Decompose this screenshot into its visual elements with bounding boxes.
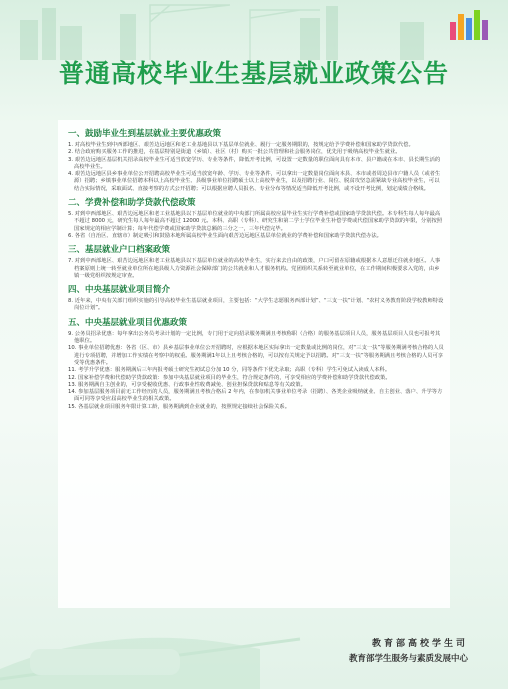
policy-item: 11. 考学升学优惠：服务期满后三年内报考硕士研究生初试总分加 10 分，同等条件下优先录取；高职（专科）学生可免试入读成人本科。 [68,367,391,374]
issuer-line-1: 教育部高校学生司 [371,639,468,649]
policy-item: 3. 艰苦边远地区基层机关招录高校毕业生可适当放宽学历、专业等条件，降低开考比例，可设置一定数量的职位面向具有本市、县户籍或在本市、县长期生活的高校毕业生。 [68,156,441,170]
policy-content [68,124,444,411]
section-heading: 五、中央基层就业项目优惠政策 [68,317,188,328]
section-heading: 四、中央基层就业项目简介 [68,285,171,296]
page-title: 普通高校毕业生基层就业政策公告 [58,59,449,88]
policy-item: 4. 艰苦边远地区县乡事业单位公开招聘高校毕业生可适当放宽年龄、学历、专业等条件，可以拿出一定数量岗位面向本县、本市或者周边县市户籍人员（或者生源）招聘；乡镇事业单位招聘本科以上高校毕业生、县级事业单位招聘硕士以上高校毕业生，以及招聘行业、岗位、脱贫攻坚急需紧缺专业高校毕业生，可以结合实际情况，采取面试、直接考察的方式公开招聘；可以根据应聘人员报名、专业分布等情况适当降低开考比例，或不设开考比例，划定成绩合格线。 [68,171,441,192]
policy-item: 6. 各省（自治区、直辖市）制定吸引和鼓励本地所属高校毕业生面向艰苦边远地区基层单位就业的学费补偿和国家助学贷款代偿办法。 [68,232,382,239]
section-2 [68,198,444,240]
section-heading: 一、鼓励毕业生到基层就业主要优惠政策 [68,129,222,139]
policy-item: 13. 服务期满自主创业的，可享受税收优惠、行政事业性收费减免、创业担保贷款和贴息等有关政策。 [68,381,306,388]
section-heading: 二、学费补偿和助学贷款代偿政策 [68,198,196,209]
policy-item: 7. 对到中西部地区、艰苦边远地区和老工业基地县以下基层单位就业的高校毕业生，实行来去自由的政策，户口可留在原籍或根据本人意愿迁往就业地区。人事档案原则上统一转至就业单位所在地县级人力资源社会保障部门的公共就业和人才服务机构。党团组织关系转至就业单位，在工作期间积极要求入党的，由乡镇一级党组织按规定审查。 [68,258,441,279]
policy-item: 15. 各基层就业项目服务年限计算工龄，服务期满到企业就业的，按照规定接续社会保险关系。 [68,403,290,410]
policy-item: 8. 近年来，中央有关部门组织实施的引导高校毕业生基层就业项目，主要包括：“大学生志愿服务西部计划”、“三支一扶”计划、“农村义务教育阶段学校教师特设岗位计划”。 [68,298,444,312]
issuer-block [349,636,468,664]
logo-icon [448,8,492,42]
policy-item: 14. 参加基层服务项目前无工作经历的人员，服务期满且考核合格后 2 年内，在参加机关事业单位考录（招聘）、各类企业吸纳就业、自主创业、落户、升学等方面可同等享受应届高校毕业生的相关政策。 [68,389,443,403]
train-decoration [0,579,508,689]
policy-item: 1. 对高校毕业生到中西部地区、艰苦边远地区和老工业基地县以下基层单位就业、履行一定服务期限的，按规定给予学费补偿和国家助学贷款代偿。 [68,142,414,148]
section-5 [68,318,444,411]
policy-item: 5. 对到中西部地区、艰苦边远地区和老工业基地县以下基层单位就业的中央部门所属高校应届毕业生实行学费补偿或国家助学贷款代偿。本专科生每人每年最高不超过 8000 元，研究生每人每年最高不超过 12000 元。本科、高职（专科）、研究生和第二学士学位毕业生补偿学费或代偿国家助学贷款的年限，分别按照国家规定的相应学制计算；每年代偿学费或国家助学贷款总额的三分之一，三年代偿完毕。 [68,211,443,232]
policy-item: 2. 结合政府购买服务工作的推进，在基层特别是街道（乡镇）、社区（村）购买一批公共管理和社会服务岗位，优先用于吸纳高校毕业生就业。 [68,149,401,156]
city-skyline-decoration [0,0,508,60]
issuer-line-2: 教育部学生服务与素质发展中心 [348,654,468,664]
section-4 [68,285,444,313]
section-1 [68,129,444,193]
policy-item: 10. 事业单位招聘优惠：各省（区、市）县乡基层事业单位公开招聘时，应根据本地区实际拿出一定数量或比例的岗位，对“三支一扶”等服务期满考核合格的人员进行专项招聘，并增加工作实绩在考察中的权重。服务期满1年以上且考核合格的，可以按有关规定予以招聘。对“三支一扶”等服务期满且考核合格的人员可享受等优惠条件。 [68,345,444,366]
section-3 [68,245,444,280]
policy-item: 9. 公务员招录优惠：每年拿出公务员考录计划的一定比例，专门用于定向招录服务期满且考核称职（合格）的服务基层项目人员，服务基层项目人员也可报考其他职位。 [68,330,441,345]
policy-item: 12. 国家补偿学费和代偿助学贷款政策：参加中央基层就业项目的毕业生，符合规定条件的，可享受相应的学费补偿和助学贷款代偿政策。 [68,374,391,381]
section-heading: 三、基层就业户口档案政策 [68,245,171,256]
